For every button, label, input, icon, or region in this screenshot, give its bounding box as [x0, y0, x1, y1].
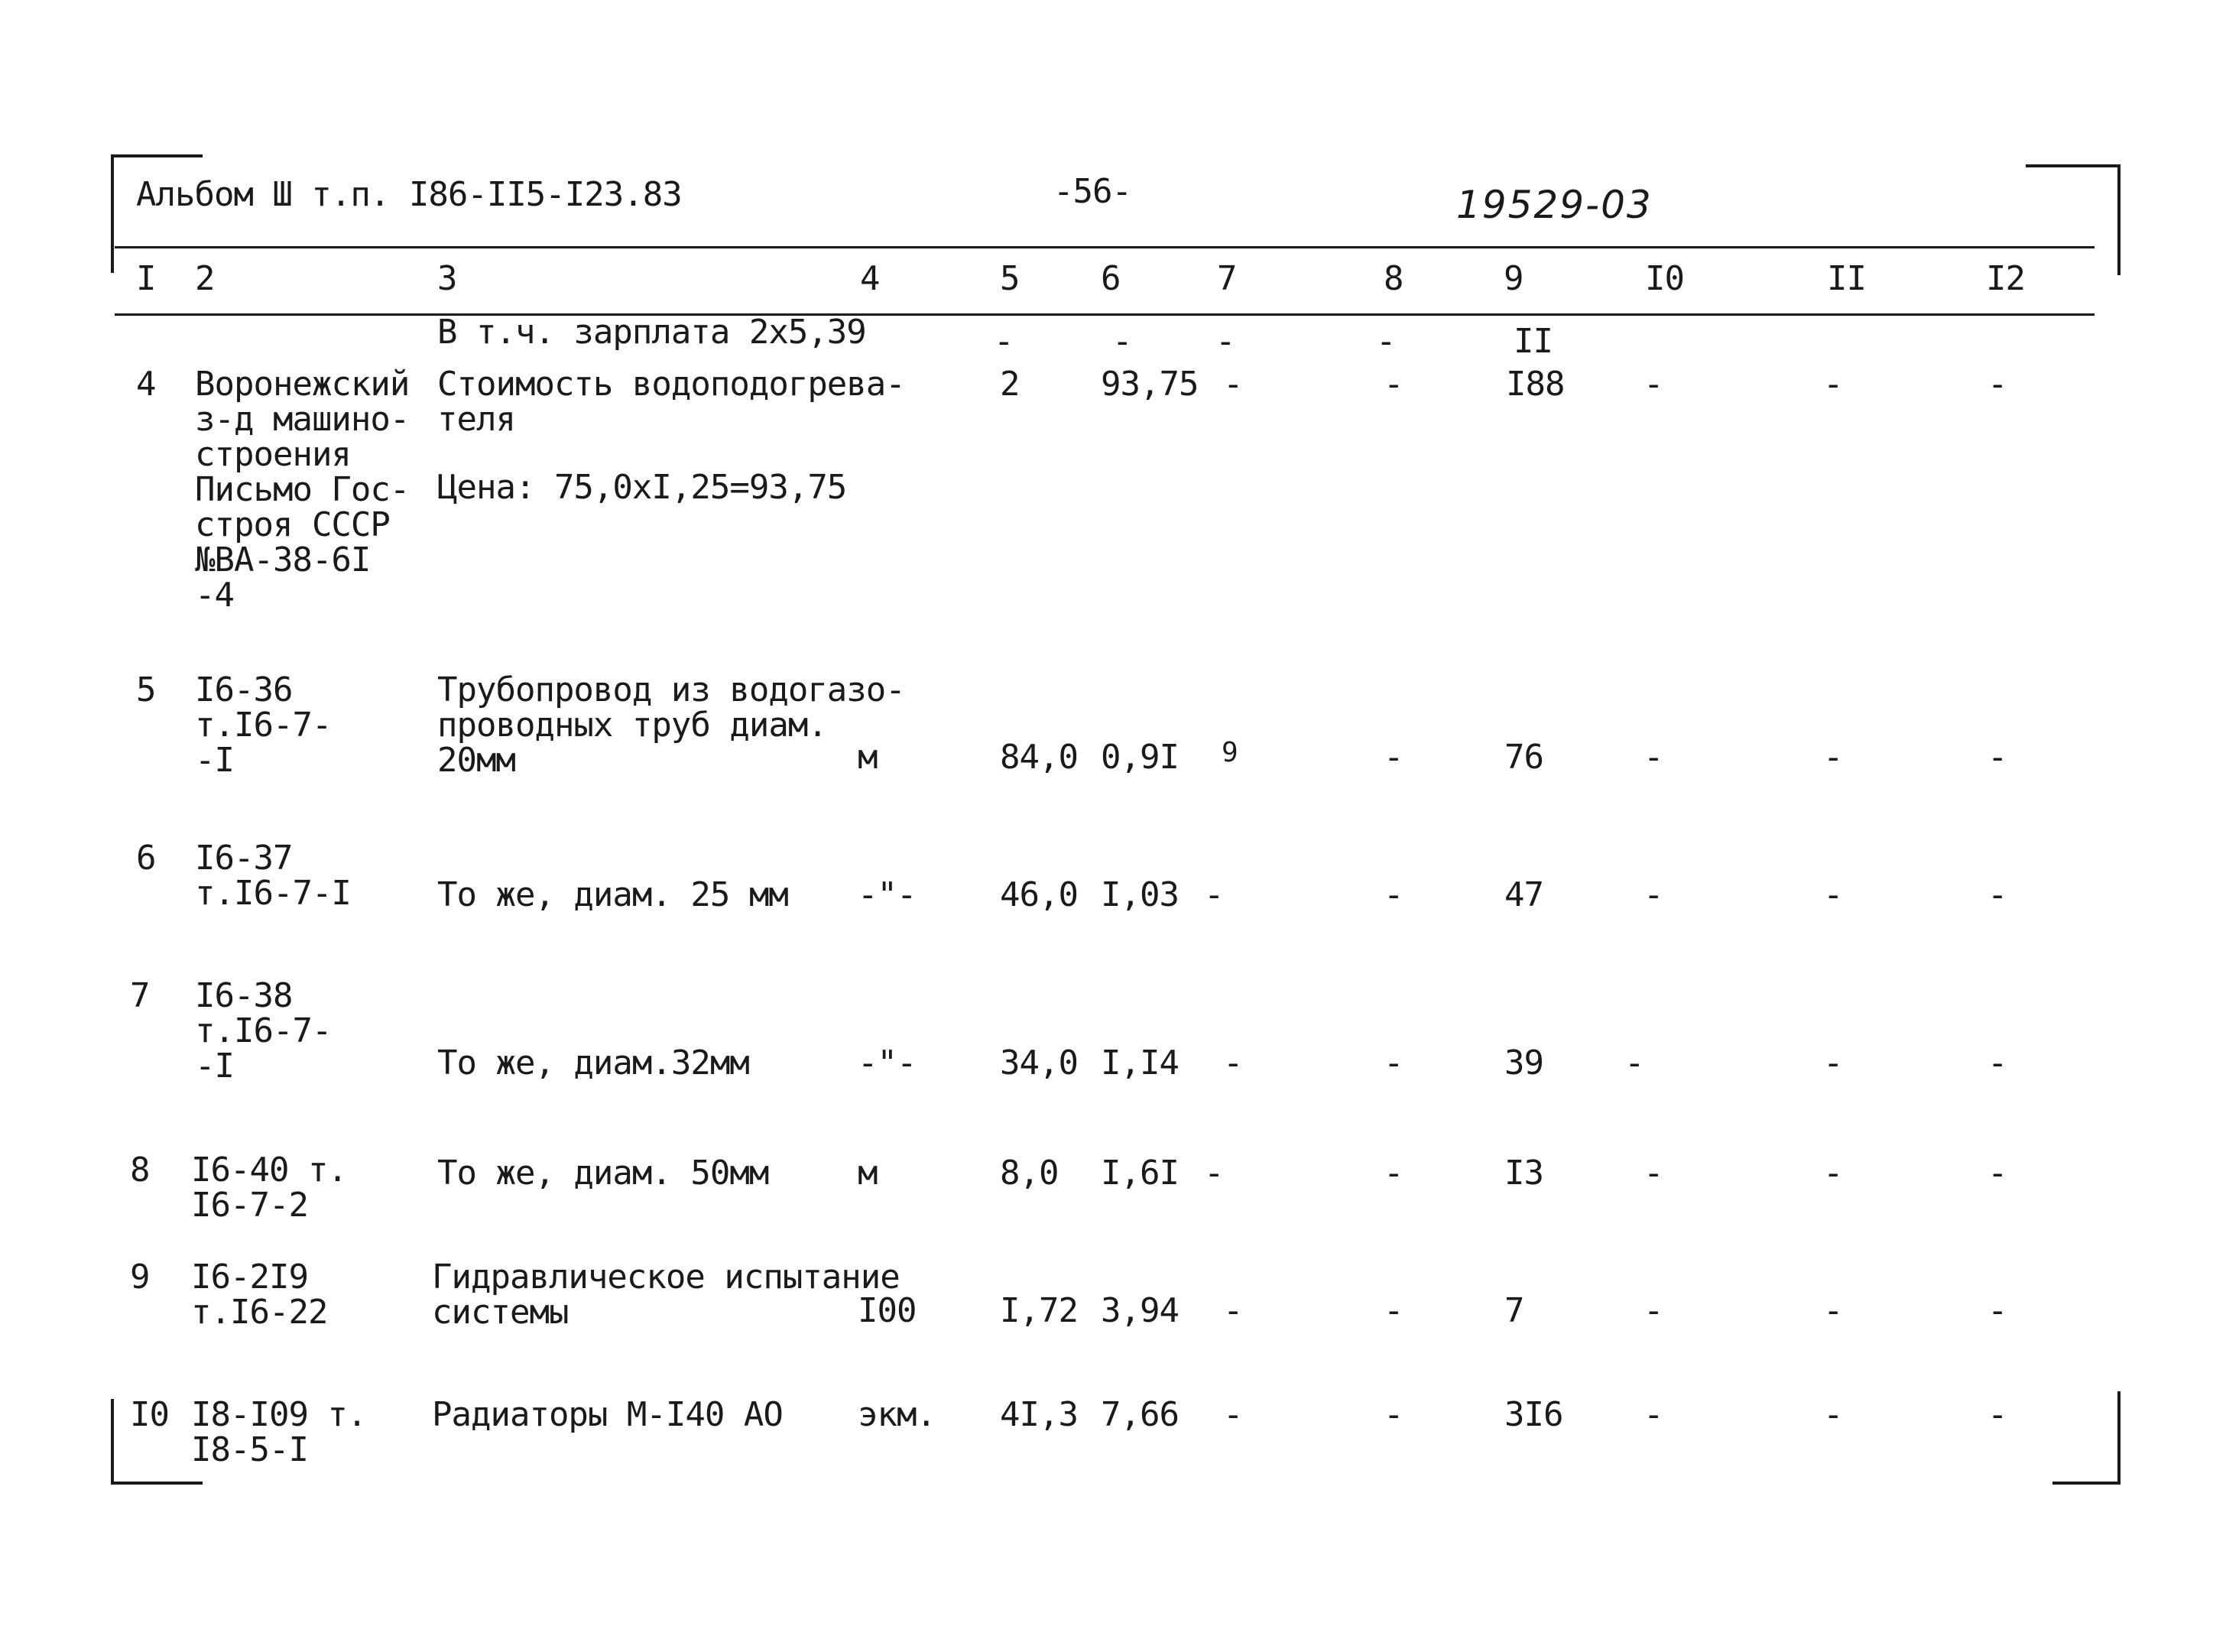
column-header-11: II: [1827, 259, 1866, 298]
album-title: Альбом Ш т.п. I86-II5-I23.83: [136, 175, 682, 214]
table-row-7-name: То же, диам.32мм: [437, 1043, 749, 1082]
table-row-4-col8: -: [1384, 365, 1403, 404]
table-row-8-price: I,6I: [1101, 1154, 1179, 1193]
table-row-6-unit: -"-: [858, 875, 917, 914]
table-row-10-col12: -: [1988, 1395, 2007, 1434]
table-row-8-col12: -: [1988, 1154, 2007, 1193]
table-row-10-name: Радиаторы М-I40 АО: [432, 1395, 783, 1434]
corner-bracket-bottom-left: [111, 1399, 114, 1485]
column-header-4: 4: [860, 259, 880, 298]
table-row-9-code: I6-2I9 т.I6-22: [191, 1258, 328, 1332]
table-row-7-price: I,I4: [1101, 1043, 1179, 1082]
table-row-10-col9: 3I6: [1504, 1395, 1563, 1434]
column-header-3: 3: [437, 259, 457, 298]
table-row-9-price: 3,94: [1101, 1291, 1179, 1330]
corner-bracket-bottom-left: [111, 1482, 203, 1485]
table-row-5-unit: м: [858, 738, 878, 777]
table-row-7-code: I6-38 т.I6-7- -I: [195, 976, 332, 1086]
table-row-9-col8: -: [1384, 1291, 1403, 1330]
column-header-5: 5: [1000, 259, 1020, 298]
table-row-4-col11: -: [1823, 365, 1843, 404]
corner-bracket-bottom-right: [2117, 1391, 2121, 1485]
table-row-6-col12: -: [1988, 875, 2007, 914]
table-row-10-col8: -: [1384, 1395, 1403, 1434]
table-row-4-name: Стоимость водоподогрева- теля: [437, 365, 905, 439]
column-header-9: 9: [1504, 259, 1523, 298]
page-number: -56-: [1053, 172, 1131, 211]
table-row-5-col9: 76: [1504, 738, 1543, 777]
table-row-4-price: 93,75: [1101, 365, 1199, 404]
table-row-4-col12: -: [1988, 365, 2007, 404]
column-header-8: 8: [1384, 259, 1403, 298]
table-row-10-number: I0: [130, 1395, 169, 1434]
table-row-9-qty: I,72: [1000, 1291, 1078, 1330]
column-header-7: 7: [1217, 259, 1237, 298]
table-row-10-code: I8-I09 т. I8-5-I: [191, 1395, 367, 1469]
table-row-8-unit: м: [858, 1154, 878, 1193]
corner-bracket-top-right: [2117, 164, 2121, 275]
table-row-5-code: I6-36 т.I6-7- -I: [195, 670, 332, 780]
corner-bracket-top-right: [2026, 164, 2121, 167]
carry-row-text: В т.ч. зарплата 2х5,39: [437, 313, 866, 352]
table-row-7-number: 7: [130, 976, 150, 1015]
table-row-6-code: I6-37 т.I6-7-I: [195, 839, 351, 913]
table-row-9-number: 9: [130, 1258, 150, 1297]
carry-row-col8: -: [1376, 322, 1396, 361]
corner-bracket-top-left: [111, 154, 114, 273]
table-row-9-col12: -: [1988, 1291, 2007, 1330]
table-row-6-number: 6: [136, 839, 156, 878]
corner-bracket-bottom-right: [2052, 1482, 2121, 1485]
table-row-8-col7: -: [1204, 1154, 1224, 1193]
table-row-10-col10: -: [1644, 1395, 1663, 1434]
carry-row-col7: -: [1215, 322, 1235, 361]
table-row-9-col9: 7: [1504, 1291, 1524, 1330]
table-row-7-col9: 39: [1504, 1043, 1543, 1082]
table-row-10-price: 7,66: [1101, 1395, 1179, 1434]
header-rule-bottom: [115, 313, 2095, 316]
table-row-8-name: То же, диам. 50мм: [437, 1154, 769, 1193]
table-row-4-qty: 2: [1000, 365, 1020, 404]
column-header-2: 2: [195, 259, 215, 298]
table-row-6-col10: -: [1644, 875, 1663, 914]
carry-row-col9: II: [1514, 322, 1553, 361]
table-row-7-col8: -: [1384, 1043, 1403, 1082]
table-row-8-col11: -: [1823, 1154, 1843, 1193]
table-row-5-name: Трубопровод из водогазо- проводных труб диам. 20мм: [437, 670, 905, 780]
table-row-10-col7: -: [1223, 1395, 1243, 1434]
table-row-9-unit: I00: [858, 1291, 917, 1330]
column-header-12: I2: [1986, 259, 2025, 298]
carry-row-col5: -: [994, 322, 1014, 361]
table-row-5-price: 0,9I: [1101, 738, 1179, 777]
header-rule-top: [115, 246, 2095, 248]
carry-row-col6: -: [1112, 322, 1132, 361]
table-row-8-number: 8: [130, 1151, 150, 1190]
table-row-8-col9: I3: [1504, 1154, 1543, 1193]
table-row-5-col12: -: [1988, 738, 2007, 777]
table-row-5-qty: 84,0: [1000, 738, 1078, 777]
table-row-4-price-note: Цена: 75,0хI,25=93,75: [437, 468, 847, 507]
table-row-7-col10: -: [1624, 1043, 1644, 1082]
column-header-6: 6: [1101, 259, 1121, 298]
table-row-5-col7: 9: [1222, 737, 1238, 768]
table-row-9-col11: -: [1823, 1291, 1843, 1330]
table-row-4-col10: -: [1644, 365, 1663, 404]
table-row-6-col7: -: [1204, 875, 1224, 914]
table-row-6-name: То же, диам. 25 мм: [437, 875, 788, 914]
table-row-10-qty: 4I,3: [1000, 1395, 1078, 1434]
table-row-8-col10: -: [1644, 1154, 1663, 1193]
table-row-6-col9: 47: [1504, 875, 1543, 914]
table-row-9-col10: -: [1644, 1291, 1663, 1330]
table-row-8-qty: 8,0: [1000, 1154, 1059, 1193]
column-header-10: I0: [1645, 259, 1684, 298]
column-header-1: I: [136, 259, 156, 298]
table-row-4-code: Воронежский з-д машино- строения Письмо Гос- строя СССР №ВА-38-6I -4: [195, 365, 410, 615]
table-row-9-col7: -: [1223, 1291, 1243, 1330]
table-row-7-col11: -: [1823, 1043, 1843, 1082]
table-row-10-unit: экм.: [858, 1395, 936, 1434]
table-row-7-qty: 34,0: [1000, 1043, 1078, 1082]
table-row-10-col11: -: [1823, 1395, 1843, 1434]
table-row-8-col8: -: [1384, 1154, 1403, 1193]
table-row-4-number: 4: [136, 365, 156, 404]
table-row-6-price: I,03: [1101, 875, 1179, 914]
table-row-4-col9: I88: [1506, 365, 1565, 404]
table-row-5-col11: -: [1823, 738, 1843, 777]
table-row-6-col8: -: [1384, 875, 1403, 914]
table-row-7-col7: -: [1223, 1043, 1243, 1082]
corner-bracket-top-left: [111, 154, 203, 157]
table-row-7-unit: -"-: [858, 1043, 917, 1082]
table-row-7-col12: -: [1988, 1043, 2007, 1082]
table-row-5-number: 5: [136, 670, 156, 709]
table-row-5-col10: -: [1644, 738, 1663, 777]
table-row-6-qty: 46,0: [1000, 875, 1078, 914]
document-number: 19529-03: [1456, 183, 1653, 227]
table-row-9-name: Гидравлическое испытание системы: [432, 1258, 900, 1332]
table-row-5-col8: -: [1384, 738, 1403, 777]
table-row-6-col11: -: [1823, 875, 1843, 914]
table-row-8-code: I6-40 т. I6-7-2: [191, 1151, 347, 1225]
table-row-4-col7: -: [1223, 365, 1243, 404]
